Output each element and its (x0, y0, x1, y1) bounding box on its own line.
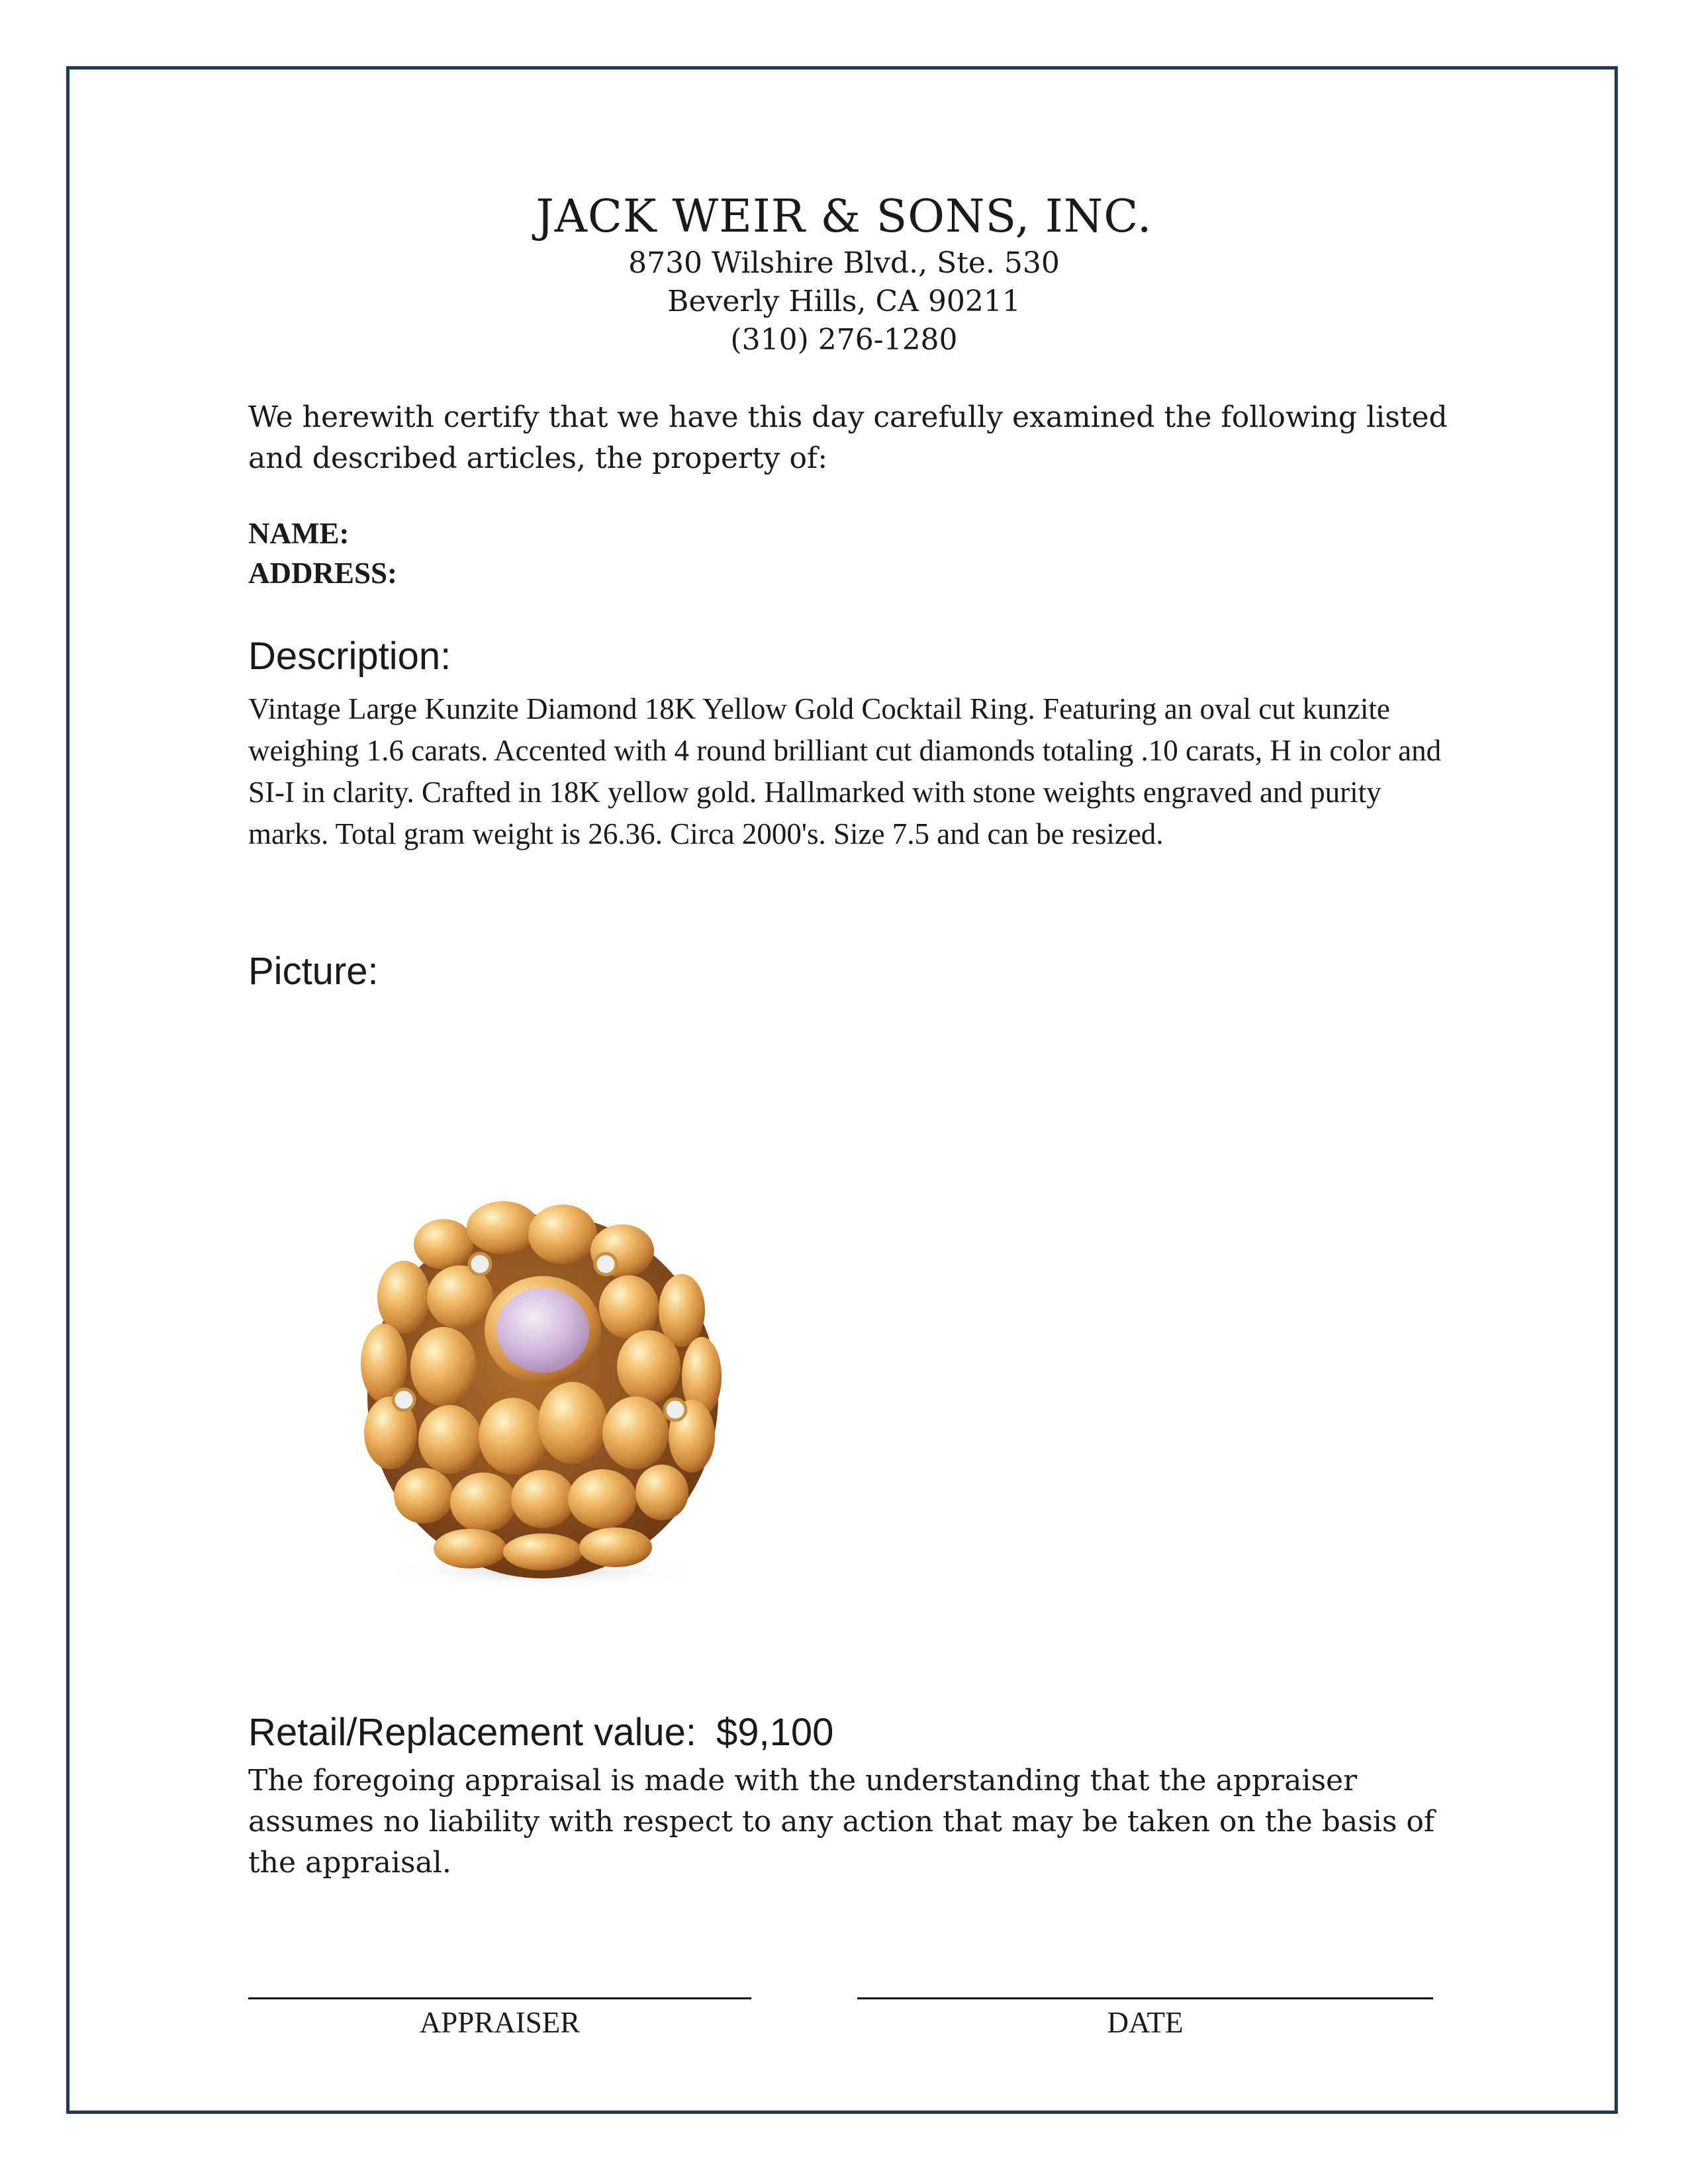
picture-heading: Picture: (248, 950, 379, 993)
date-label: DATE (1107, 2006, 1184, 2039)
description-heading: Description: (248, 635, 451, 678)
ring-image (344, 1198, 741, 1595)
replacement-value-amount: $9,100 (716, 1711, 834, 1754)
company-name: JACK WEIR & SONS, INC. (536, 191, 1152, 243)
company-address-line2: Beverly Hills, CA 90211 (667, 285, 1021, 318)
appraiser-signature-line (248, 1997, 751, 1999)
ring-photo (344, 1198, 741, 1595)
company-address-line1: 8730 Wilshire Blvd., Ste. 530 (628, 246, 1060, 280)
disclaimer-text: The foregoing appraisal is made with the understanding that the appraiser assumes no liability with respect to any action that may be taken on the basis of the appraisal. (248, 1764, 1435, 1880)
name-label: NAME: (248, 517, 350, 550)
replacement-value-line (248, 1710, 1460, 1754)
appraiser-label: APPRAISER (419, 2006, 581, 2039)
date-signature-line (857, 1997, 1433, 1999)
certification-statement: We herewith certify that we have this day carefully examined the following listed and described articles, the property of: (248, 400, 1448, 475)
address-label: ADDRESS: (248, 557, 398, 590)
kunzite-stone (496, 1288, 589, 1373)
replacement-value-label: Retail/Replacement value: (248, 1711, 697, 1754)
description-text: Vintage Large Kunzite Diamond 18K Yellow Gold Cocktail Ring. Featuring an oval cut kunzite weighing 1.6 carats. Accented with 4 round brilliant cut diamonds totaling .10 carats, H in color and SI-I in clarity. Crafted in 18K yellow gold. Hallmarked with stone weights engraved and purity marks. Total gram weight is 26.36. Circa 2000's. Size 7.5 and can be resized. (248, 692, 1442, 850)
company-phone: (310) 276-1280 (730, 323, 958, 357)
